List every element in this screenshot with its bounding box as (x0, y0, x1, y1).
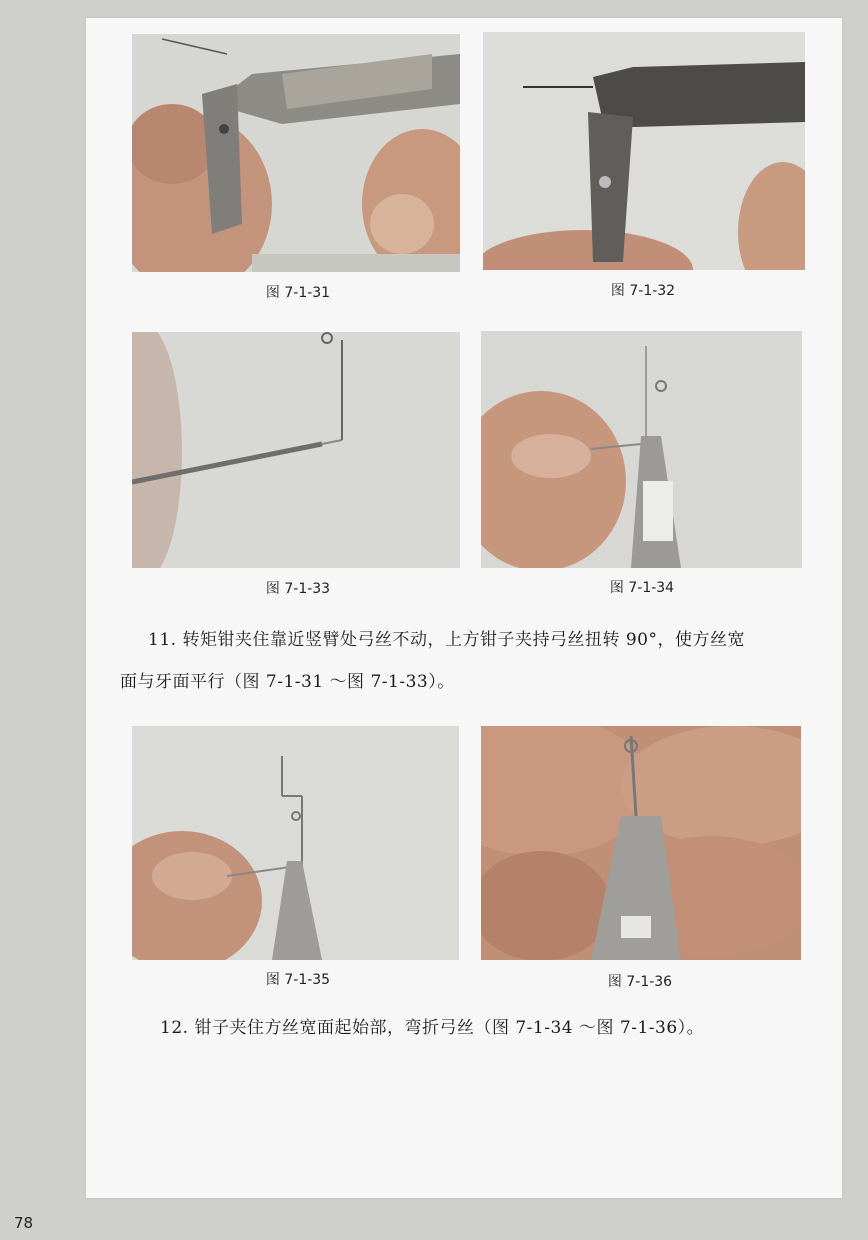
figure-caption-31: 图 7-1-31 (265, 285, 331, 301)
figure-photo-34 (481, 331, 802, 568)
page-number: 78 (14, 1214, 34, 1232)
figure-photo-32 (483, 32, 805, 270)
figure-caption-33: 图 7-1-33 (265, 581, 331, 597)
figure-photo-36 (481, 726, 801, 960)
figure-caption-32: 图 7-1-32 (610, 283, 676, 299)
figure-caption-35: 图 7-1-35 (265, 972, 331, 988)
figure-photo-31 (132, 34, 460, 272)
figure-caption-34: 图 7-1-34 (609, 580, 675, 596)
figure-photo-35 (132, 726, 459, 960)
instruction-step-11-line-1: 11. 转矩钳夹住靠近竖臂处弓丝不动，上方钳子夹持弓丝扭转 90°，使方丝宽 (148, 630, 745, 650)
instruction-step-11-line-2: 面与牙面平行（图 7-1-31 ～图 7-1-33）。 (120, 672, 455, 692)
figure-photo-33 (132, 332, 460, 568)
figure-caption-36: 图 7-1-36 (607, 974, 673, 990)
instruction-step-12: 12. 钳子夹住方丝宽面起始部，弯折弓丝（图 7-1-34 ～图 7-1-36）。 (160, 1018, 705, 1038)
